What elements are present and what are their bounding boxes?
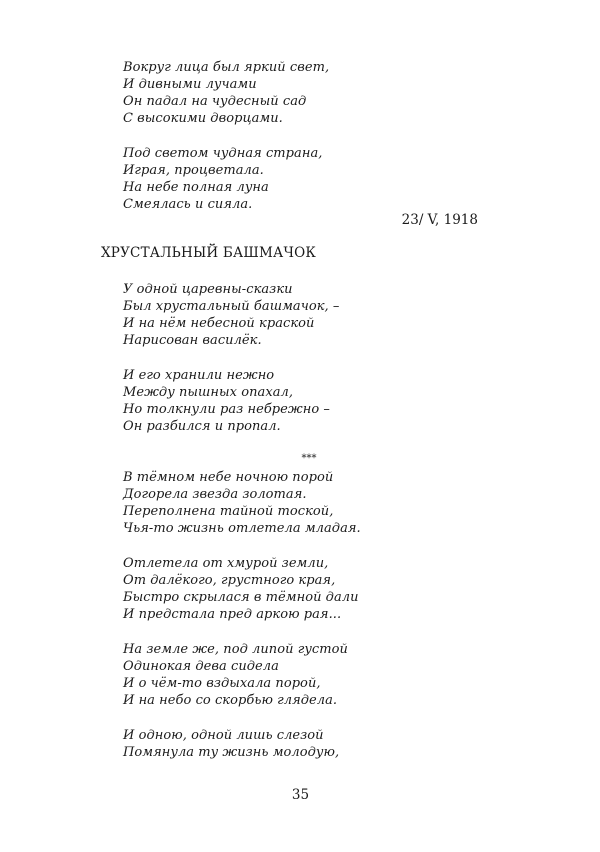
poem-line: Чья-то жизнь отлетела младая. — [123, 521, 361, 536]
poem-line: И на небо со скорбью глядела. — [123, 693, 338, 708]
poem-line: Играя, процветала. — [123, 163, 264, 178]
poem-line: И дивными лучами — [123, 77, 257, 92]
poem-line: И предстала пред аркою рая... — [123, 607, 342, 622]
poem-date: 23/ V, 1918 — [401, 212, 478, 228]
poem-line: И его хранили нежно — [123, 368, 275, 383]
poem-line: Был хрустальный башмачок, – — [123, 299, 340, 314]
page-number: 35 — [291, 787, 310, 803]
poem-line: Помянула ту жизнь молодую, — [123, 745, 340, 760]
poem-line: Но толкнули раз небрежно – — [123, 402, 330, 417]
poem-line: На земле же, под липой густой — [123, 642, 348, 657]
poem-line: Быстро скрылася в тёмной дали — [123, 590, 359, 605]
poem-line: Вокруг лица был яркий свет, — [123, 60, 330, 75]
poem-line: Догорела звезда золотая. — [123, 487, 307, 502]
poem-title: ХРУСТАЛЬНЫЙ БАШМАЧОК — [101, 245, 317, 261]
poem-line: И одною, одной лишь слезой — [123, 728, 324, 743]
poem-line: В тёмном небе ночною порой — [123, 470, 334, 485]
poem-line: Он разбился и пропал. — [123, 419, 281, 434]
poem-line: Нарисован василёк. — [123, 333, 262, 348]
poem-line: Под светом чудная страна, — [123, 146, 323, 161]
poem-line: И о чём-то вздыхала порой, — [123, 676, 321, 691]
poem-line: С высокими дворцами. — [123, 111, 283, 126]
poem-line: От далёкого, грустного края, — [123, 573, 336, 588]
poem-line: На небе полная луна — [123, 180, 269, 195]
poem-line: Смеялась и сияла. — [123, 197, 253, 212]
section-separator: *** — [301, 453, 317, 464]
poem-line: Одинокая дева сидела — [123, 659, 279, 674]
poem-line: И на нём небесной краской — [123, 316, 315, 331]
poem-line: Переполнена тайной тоской, — [123, 504, 334, 519]
poem-line: Отлетела от хмурой земли, — [123, 556, 329, 571]
poem-line: Между пышных опахал, — [123, 385, 294, 400]
poem-line: Он падал на чудесный сад — [123, 94, 307, 109]
poem-line: У одной царевны-сказки — [123, 282, 293, 297]
